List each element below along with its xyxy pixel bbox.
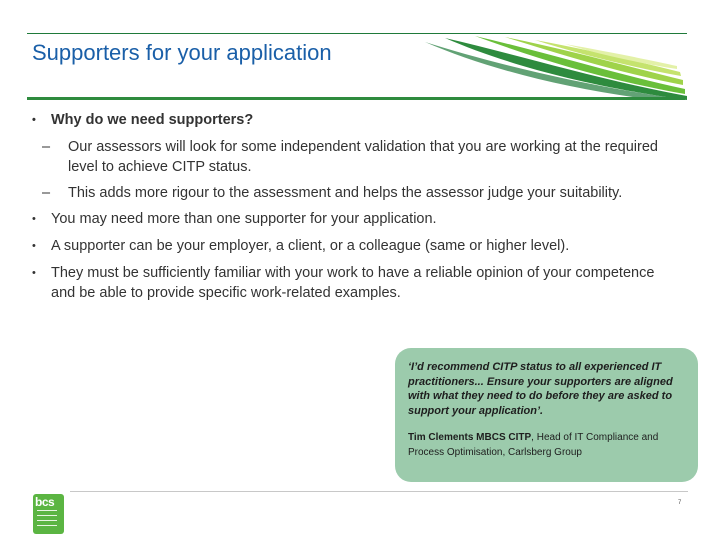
bullet-text: They must be sufficiently familiar with your work to have a reliable opinion of your competence and be able to provide specific work-related examples.	[51, 265, 655, 301]
bullet-dot-icon: •	[32, 267, 36, 279]
bullet-item	[28, 209, 668, 229]
testimonial-name: Tim Clements MBCS CITP	[408, 432, 532, 443]
logo-text: bcs	[35, 495, 55, 509]
footer-rule	[70, 491, 688, 492]
bullet-dot-icon: •	[32, 240, 36, 252]
dash-icon: –	[42, 185, 51, 201]
sub-bullet-item	[28, 183, 668, 203]
dash-icon: –	[42, 139, 51, 155]
slide-body	[28, 110, 668, 310]
testimonial-callout	[395, 348, 698, 482]
sub-bullet-text: This adds more rigour to the assessment and helps the assessor judge your suitability.	[68, 185, 623, 201]
bullet-item	[28, 236, 668, 256]
green-swoosh-graphic	[405, 34, 690, 102]
testimonial-attribution	[408, 430, 688, 460]
bullet-text: A supporter can be your employer, a client, or a colleague (same or higher level).	[51, 238, 570, 254]
bullet-item	[28, 110, 668, 130]
testimonial-quote: ‘I’d recommend CITP status to all experienced IT practitioners... Ensure your supporters are aligned with what they need to do before they are asked to support your application’.	[408, 361, 673, 417]
testimonial-role: , Head of IT Compliance and Process Optimisation, Carlsberg Group	[408, 432, 659, 458]
page-number: 7	[678, 500, 682, 506]
title-underline	[27, 97, 685, 100]
bcs-logo	[33, 494, 64, 534]
logo-tagline-lines	[37, 510, 57, 530]
bullet-dot-icon: •	[32, 213, 36, 225]
bullet-text: Why do we need supporters?	[51, 112, 254, 128]
slide-title: Supporters for your application	[32, 40, 332, 65]
bullet-dot-icon: •	[32, 114, 36, 126]
sub-bullet-text: Our assessors will look for some independent validation that you are working at the required level to achieve CITP status.	[68, 139, 658, 175]
bullet-item	[28, 263, 668, 303]
bullet-text: You may need more than one supporter for your application.	[51, 211, 437, 227]
sub-bullet-item	[28, 137, 668, 177]
